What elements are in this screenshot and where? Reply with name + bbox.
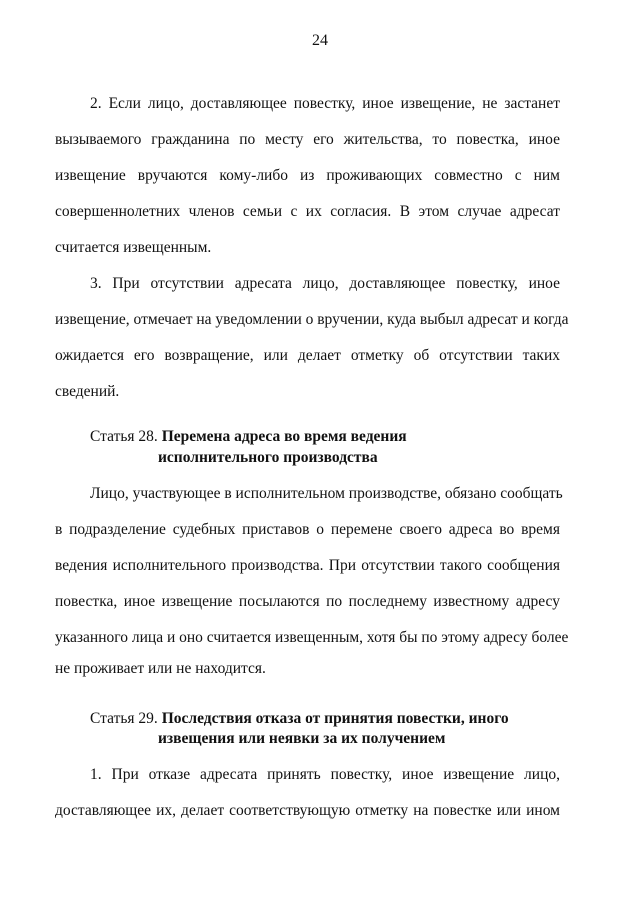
paragraph-3-line-2: извещение, отмечает на уведомлении о вручении, куда выбыл адресат и когда	[55, 311, 569, 328]
article-29-heading-continuation	[158, 730, 445, 748]
paragraph-2-line-2: вызываемого гражданина по месту его жительства, то повестка, иное	[55, 131, 560, 148]
article-28-line-3: ведения исполнительного производства. При отсутствии такого сообщения	[55, 557, 560, 574]
paragraph-2-line-3: извещение вручаются кому-либо из проживающих совместно с ним	[55, 167, 560, 184]
article-28-line-1: Лицо, участвующее в исполнительном производстве, обязано сообщать	[90, 485, 563, 502]
article-29-title-line-1: Последствия отказа от принятия повестки, иного	[161, 710, 509, 727]
paragraph-2-line-1: 2. Если лицо, доставляющее повестку, иное извещение, не застанет	[90, 95, 560, 112]
article-29-line-2: доставляющее их, делает соответствующую отметку на повестке или ином	[55, 802, 560, 819]
article-28-line-5: указанного лица и оно считается извещенным, хотя бы по этому адресу более	[55, 629, 569, 646]
paragraph-2-line-4: совершеннолетних членов семьи с их согласия. В этом случае адресат	[55, 203, 560, 220]
article-28-line-6: не проживает или не находится.	[55, 660, 266, 677]
article-29-label: Статья 29.	[90, 710, 158, 727]
paragraph-3-line-3: ожидается его возвращение, или делает отметку об отсутствии таких	[55, 347, 560, 364]
article-28-title-line-2: исполнительного производства	[158, 449, 378, 466]
article-28-label: Статья 28.	[90, 428, 158, 445]
article-28-heading-continuation	[158, 449, 378, 467]
article-29-title-line-2: извещения или неявки за их получением	[158, 730, 446, 747]
page-number: 24	[312, 32, 328, 49]
paragraph-2-line-5: считается извещенным.	[55, 239, 212, 256]
article-28-line-2: в подразделение судебных приставов о перемене своего адреса во время	[55, 521, 560, 538]
article-28-heading	[90, 428, 407, 446]
article-29-line-1: 1. При отказе адресата принять повестку, иное извещение лицо,	[90, 766, 560, 783]
paragraph-3-line-4: сведений.	[55, 383, 120, 400]
paragraph-3-line-1: 3. При отсутствии адресата лицо, доставляющее повестку, иное	[90, 275, 560, 292]
article-28-line-4: повестка, иное извещение посылаются по последнему известному адресу	[55, 593, 560, 610]
article-29-heading	[90, 710, 509, 728]
article-28-title-line-1: Перемена адреса во время ведения	[161, 428, 407, 445]
